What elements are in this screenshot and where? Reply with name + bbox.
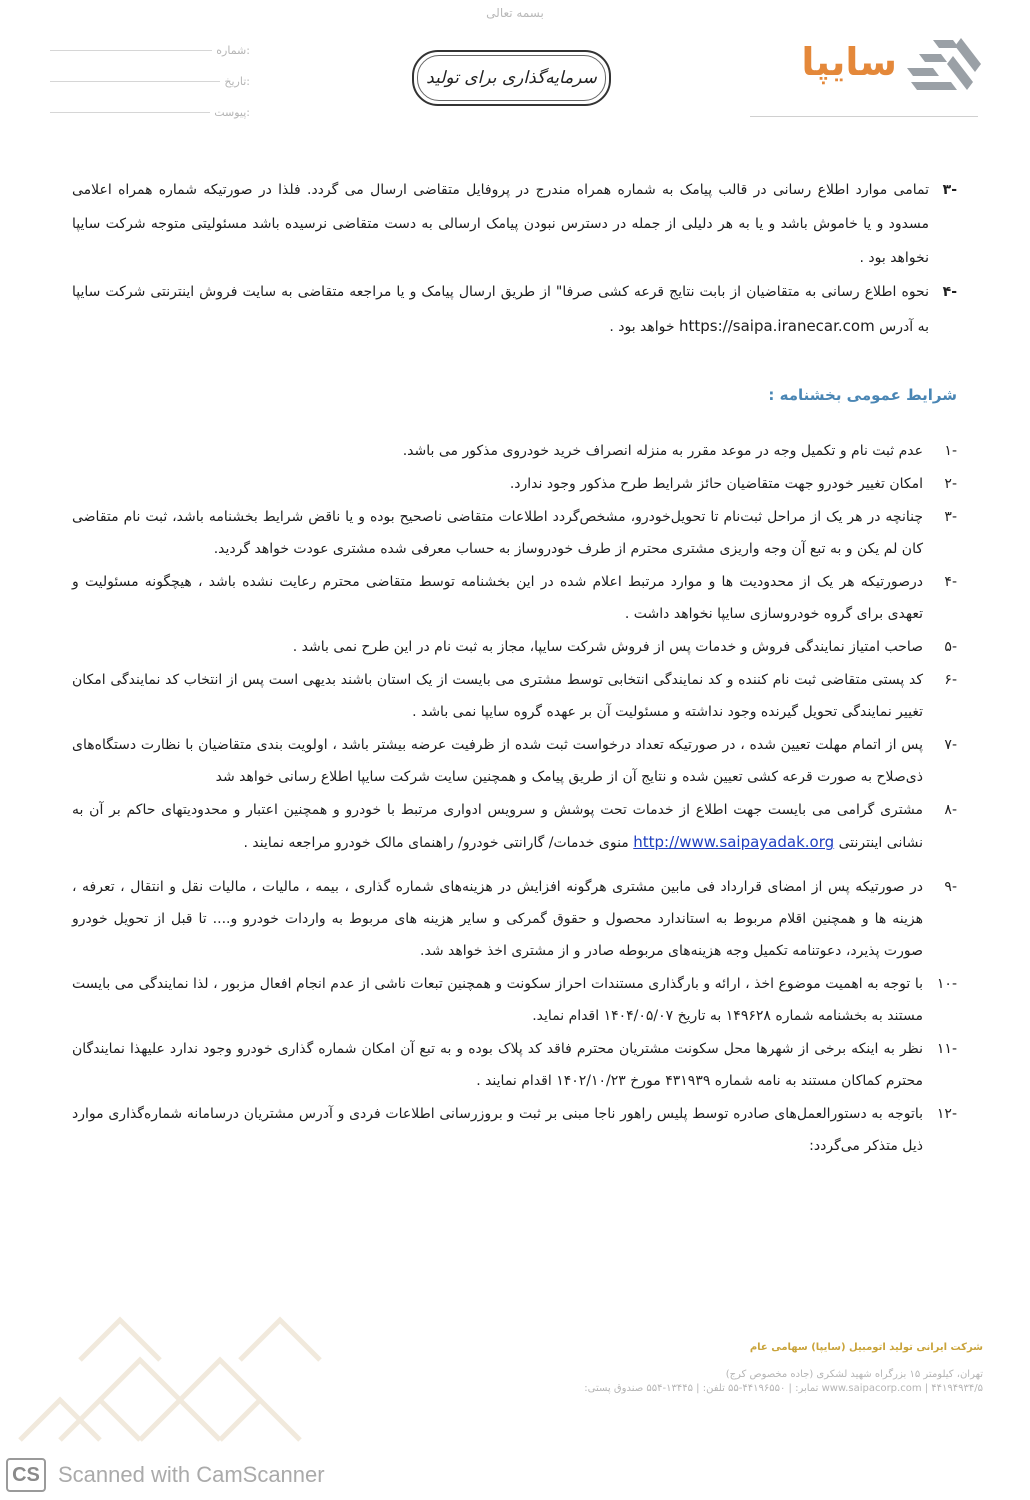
item-text: صاحب امتیاز نمایندگی فروش و خدمات پس از فروش شرکت سایپا، مجاز به ثبت نام در این طرح نمی باشد . xyxy=(292,639,923,655)
meta-attachment-row xyxy=(50,88,250,119)
item-text: در صورتیکه پس از امضای قرارداد فی مابین مشتری هرگونه افزایش در هزینه‌های شماره گذاری ، بیمه ، مالیات ، مالیات نقل و انتقال ، تعرفه ، هزینه ها و همچنین اقلام مربوط به استاندارد محصول و حقوق گمرکی و سایر هزینه های مربوط به واردات خودرو و.... تا قبل از تحویل خودرو صورت پذیرد، دعوتنامه تکمیل وجه هزینه‌های مربوطه صادر و از مشتری اخذ خواهد شد. xyxy=(72,879,923,959)
condition-item-10 xyxy=(72,968,957,1032)
meta-date-label: تاریخ: xyxy=(224,75,250,88)
meta-date-line xyxy=(50,80,220,82)
meta-attachment-line xyxy=(50,111,210,113)
letter-meta xyxy=(50,26,250,119)
condition-item-1 xyxy=(72,435,957,467)
item-text-after: خواهد بود . xyxy=(609,319,679,335)
camscanner-watermark xyxy=(6,1458,325,1492)
item-number: -۵ xyxy=(944,639,957,655)
item-text-before: نحوه اطلاع رسانی به متقاضیان از بابت نتایج قرعه کشی صرفا" از طریق ارسال پیامک و یا مراجعه متقاضی به سایت فروش اینترنتی شرکت سایپا به آدرس xyxy=(72,284,929,335)
item-number: -۱۱ xyxy=(936,1041,957,1057)
item-number: -۲ xyxy=(944,476,957,492)
condition-item-9 xyxy=(72,871,957,967)
item-text: امکان تغییر خودرو جهت متقاضیان حائز شرایط طرح مذکور وجود ندارد. xyxy=(509,476,923,492)
condition-item-2 xyxy=(72,468,957,500)
item-number: -۱۲ xyxy=(936,1106,957,1122)
iranecar-url: https://saipa.iranecar.com xyxy=(679,317,875,335)
item-text: پس از اتمام مهلت تعیین شده ، در صورتیکه تعداد درخواست ثبت شده از ظرفیت عرضه بیشتر باشد ، اولویت بندی متقاضیان با نظارت دستگاه‌های ذی‌صلاح به صورت قرعه کشی تعیین شده و نتایج آن از طریق پیامک و همچنین سایت شرکت سایپا اطلاع رسانی خواهد شد xyxy=(72,737,923,785)
footer-contact: www.saipacorp.com | ۴۴۱۹۴۹۳۴/۵ تمابر: | ۴۴۱۹۶۵۵۰-۵۵ تلفن: | ۱۳۴۴۵-۵۵۴ صندوق پستی: xyxy=(584,1383,983,1394)
bismillah-header: بسمه تعالی xyxy=(486,6,544,20)
saipayadak-link[interactable]: http://www.saipayadak.org xyxy=(633,833,835,851)
item-number: -۱۰ xyxy=(936,976,957,992)
item-number: -۳ xyxy=(944,509,957,525)
condition-item-4 xyxy=(72,566,957,630)
item-number: -۹ xyxy=(944,879,957,895)
camscanner-logo-icon: CS xyxy=(6,1458,46,1492)
item-number: -۴ xyxy=(942,284,957,300)
saipa-logo xyxy=(762,30,987,100)
meta-number-row xyxy=(50,26,250,57)
meta-attachment-label: پیوست: xyxy=(214,106,250,119)
item-text-after: منوی خدمات/ گارانتی خودرو/ راهنمای مالک خودرو مراجعه نمایند . xyxy=(243,835,634,851)
top-items xyxy=(72,173,957,344)
condition-item-6 xyxy=(72,664,957,728)
meta-number-line xyxy=(50,49,212,51)
item-text: درصورتیکه هر یک از محدودیت ها و موارد مرتبط اعلام شده در این بخشنامه توسط متقاضی محترم رعایت نشده باشد ، هیچگونه مسئولیت و تعهدی برای گروه خودروسازی سایپا نخواهد داشت . xyxy=(72,574,923,622)
condition-item-3 xyxy=(72,501,957,565)
general-conditions-list xyxy=(72,435,957,1162)
notice-item-3 xyxy=(72,173,957,275)
notice-item-4 xyxy=(72,275,957,344)
item-number: -۱ xyxy=(944,443,957,459)
saipa-emblem-icon xyxy=(903,34,985,96)
item-number: -۴ xyxy=(944,574,957,590)
item-number: -۶ xyxy=(944,672,957,688)
item-number: -۸ xyxy=(944,802,957,818)
camscanner-text: Scanned with CamScanner xyxy=(58,1462,325,1487)
item-text: با توجه به اهمیت موضوع اخذ ، ارائه و بارگذاری مستندات احراز سکونت و همچنین تبعات ناشی از عدم انجام افعال مزبور ، لذا نمایندگی می بایست مستند به بخشنامه شماره ۱۴۹۶۲۸ به تاریخ ۱۴۰۴/۰۵/۰۷ اقدام نماید. xyxy=(72,976,923,1024)
item-text: عدم ثبت نام و تکمیل وجه در موعد مقرر به منزله انصراف خرید خودروی مذکور می باشد. xyxy=(402,443,923,459)
pattern-watermark-icon xyxy=(0,1300,380,1450)
item-number: -۷ xyxy=(944,737,957,753)
item-text xyxy=(72,275,929,344)
item-text xyxy=(72,794,923,859)
condition-item-7 xyxy=(72,729,957,793)
item-text: کد پستی متقاضی ثبت نام کننده و کد نمایندگی انتخابی توسط مشتری می بایست از یک استان باشند بدیهی است پس از انتخاب کد نمایندگی امکان تغییر نمایندگی تحویل گیرنده وجود نداشته و مسئولیت آن بر عهده گروه سایپا نمی باشد . xyxy=(72,672,923,720)
condition-item-5 xyxy=(72,631,957,663)
item-number: -۳ xyxy=(942,182,957,198)
item-text: تمامی موارد اطلاع رسانی در قالب پیامک به شماره همراه مندرج در پروفایل متقاضی ارسال می گردد. فلذا در صورتیکه شماره همراه اعلامی مسدود و یا خاموش باشد و یا به هر دلیلی از جمله در دسترس نبودن پیامک ارسالی به دست متقاضی نرسیده باشد مسئولیتی متوجه شرکت سایپا نخواهد بود . xyxy=(72,182,929,266)
letter-footer xyxy=(455,1342,983,1394)
footer-company-name: شرکت ایرانی تولید اتومبیل (سایپا) سهامی عام xyxy=(749,1342,983,1353)
item-text-before: مشتری گرامی می بایست جهت اطلاع از خدمات تحت پوشش و سرویس ادواری مرتبط با خودرو و همچنین اعتبار و محدودیتهای حاکم بر آن به نشانی اینترنتی xyxy=(72,802,923,851)
condition-item-11 xyxy=(72,1033,957,1097)
section-title-general-conditions: شرایط عمومی بخشنامه : xyxy=(768,386,957,404)
meta-date-row xyxy=(50,57,250,88)
condition-item-8 xyxy=(72,794,957,859)
slogan-seal: سرمایه‌گذاری برای تولید xyxy=(412,50,611,106)
logo-text: سایپا xyxy=(801,40,897,84)
footer-address: تهران، کیلومتر ۱۵ بزرگراه شهید لشکری (جاده مخصوص کرج) xyxy=(725,1369,983,1380)
item-text: نظر به اینکه برخی از شهرها محل سکونت مشتریان محترم فاقد کد پلاک بوده و به تبع آن امکان شماره گذاری خودرو وجود ندارد علیهذا نمایندگان محترم کماکان مستند به نامه شماره ۴۳۱۹۳۹ مورخ ۱۴۰۲/۱۰/۲۳ اقدام نمایند . xyxy=(72,1041,923,1089)
meta-number-label: شماره: xyxy=(216,44,250,57)
item-text: چنانچه در هر یک از مراحل ثبت‌نام تا تحویل‌خودرو، مشخص‌گردد اطلاعات متقاضی ناصحیح بوده و یا ناقض شرایط بخشنامه باشد، ثبت نام متقاضی کان لم یکن و به تبع آن وجه واریزی مشتری محترم از طرف خودروساز به حساب معرفی شده مشتری عودت خواهد گردید. xyxy=(72,509,923,557)
header-divider xyxy=(750,116,978,117)
item-text: باتوجه به دستورالعمل‌های صادره توسط پلیس راهور ناجا مبنی بر ثبت و بروزرسانی اطلاعات فردی و آدرس مشتریان درسامانه شماره‌گذاری موارد ذیل متذکر می‌گردد: xyxy=(72,1106,923,1154)
condition-item-12 xyxy=(72,1098,957,1162)
